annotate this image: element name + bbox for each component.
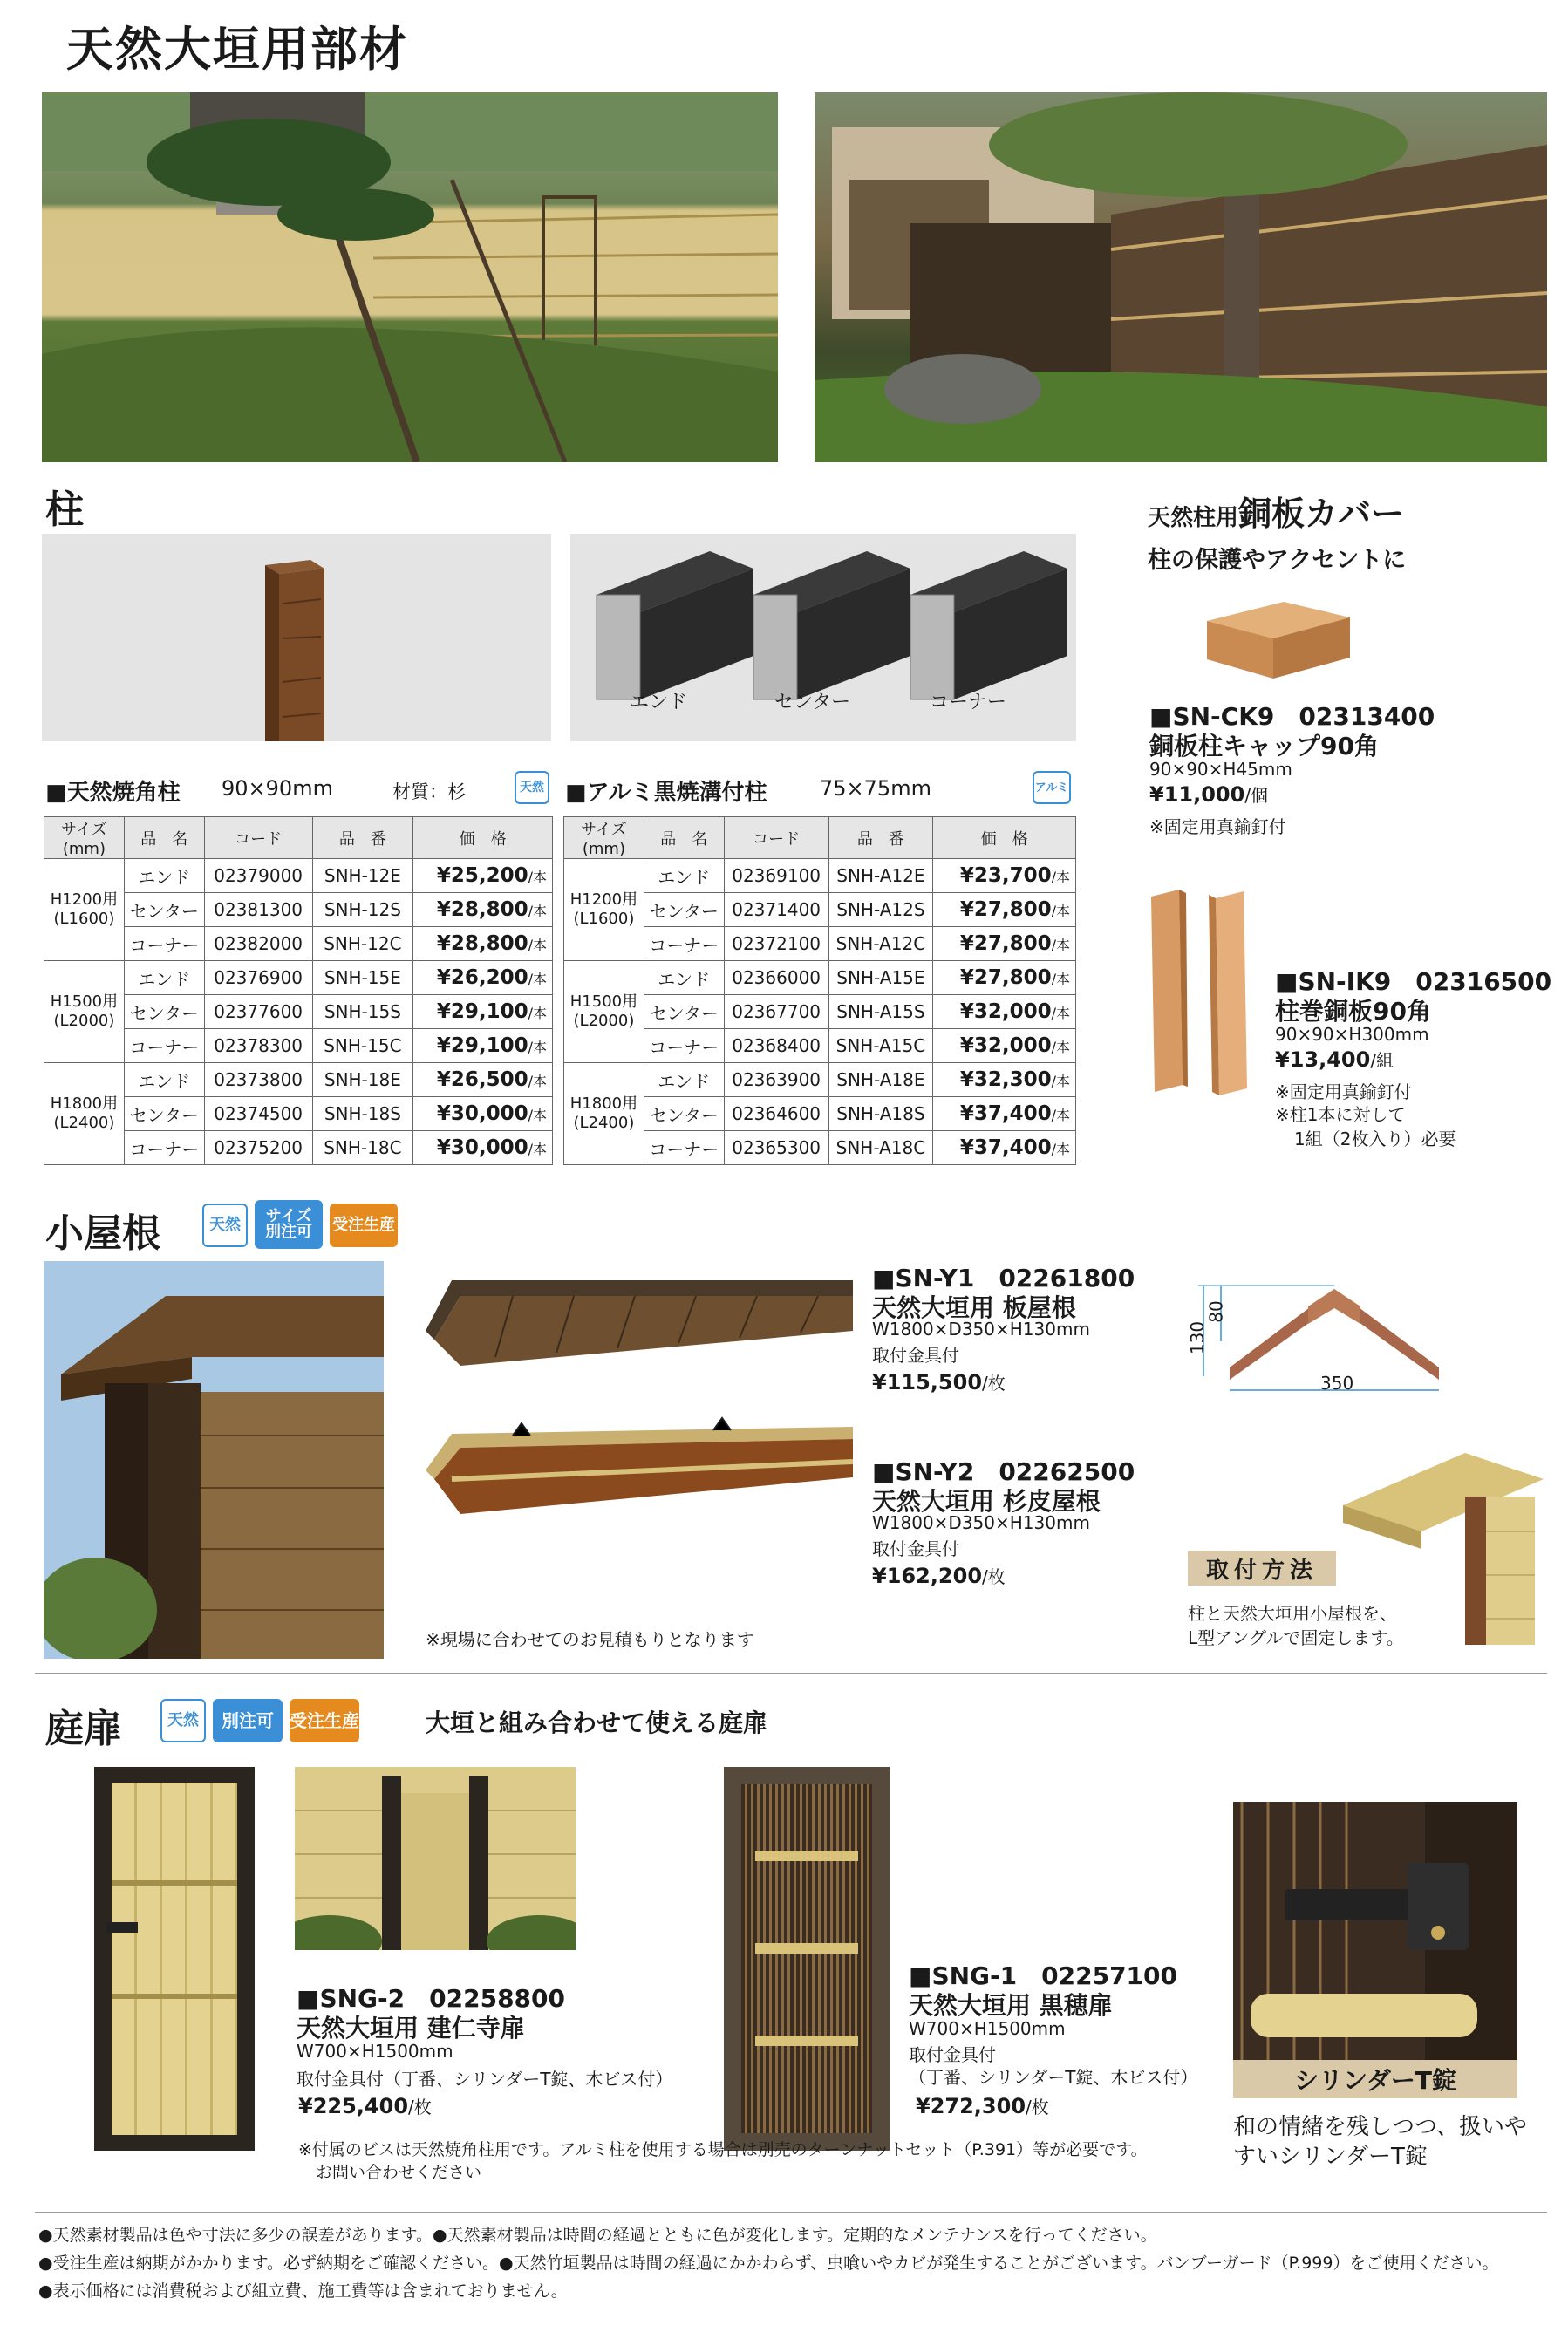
- screw-note-2: お問い合わせください: [316, 2163, 482, 2182]
- footer-note-2: ●受注生産は納期がかかります。必ず納期をご確認ください。●天然竹垣製品は時間の経過にかかわらず、虫喰いやカビが発生することがございます。バンブーガード（P.999）をご使用ください。: [38, 2254, 1499, 2273]
- part-cell: SNH-A12S: [828, 893, 933, 927]
- name-cell: コーナー: [644, 927, 724, 961]
- price-cell: ¥37,400/本: [933, 1131, 1076, 1165]
- code-cell: 02369100: [724, 859, 828, 893]
- sng2-code: ■SNG-2 02258800: [297, 1984, 566, 2013]
- page-title: 天然大垣用部材: [66, 22, 408, 77]
- part-cell: SNH-15S: [312, 995, 413, 1029]
- y2-price-line: [872, 1563, 1006, 1588]
- part-cell: SNH-A18E: [828, 1063, 933, 1097]
- code-cell: 02379000: [204, 859, 312, 893]
- sng1-fitting2: （丁番、シリンダーT錠、木ビス付）: [909, 2067, 1198, 2088]
- copper-cap-image: [1200, 583, 1357, 687]
- price-cell: ¥28,800/本: [413, 893, 553, 927]
- y1-spec: W1800×D350×H130mm: [872, 1319, 1090, 1340]
- ck9-price-line: [1149, 781, 1268, 807]
- price-cell: ¥32,000/本: [933, 995, 1076, 1029]
- name-cell: コーナー: [124, 1029, 204, 1063]
- cover-title-large: 銅板カバー: [1238, 494, 1405, 533]
- name-cell: センター: [644, 1097, 724, 1131]
- part-cell: SNH-18S: [312, 1097, 413, 1131]
- price-cell: ¥32,000/本: [933, 1029, 1076, 1063]
- divider: [35, 1673, 1547, 1674]
- sng2-price: ¥225,400: [298, 2094, 409, 2118]
- ik9-note2: ※柱1本に対して: [1275, 1104, 1406, 1125]
- table-header-cell: サイズ(mm): [44, 817, 125, 859]
- y1-name: 天然大垣用 板屋根: [872, 1293, 1076, 1322]
- y1-price-line: [872, 1369, 1006, 1395]
- table-header-cell: 品 番: [828, 817, 933, 859]
- size-cell: H1800用 (L2400): [44, 1063, 125, 1165]
- name-cell: センター: [124, 893, 204, 927]
- y1-code: ■SN-Y1 02261800: [872, 1264, 1135, 1292]
- table-header-cell: 品 名: [124, 817, 204, 859]
- size-cell: H1200用 (L1600): [564, 859, 644, 961]
- ck9-price: ¥11,000: [1149, 782, 1245, 807]
- ik9-unit: /組: [1370, 1050, 1394, 1071]
- alumi-size: 75×75mm: [820, 776, 931, 801]
- gate-lead: 大垣と組み合わせて使える庭扉: [426, 1708, 768, 1737]
- price-cell: ¥29,100/本: [413, 995, 553, 1029]
- table-header-cell: 品 名: [644, 817, 724, 859]
- part-cell: SNH-15E: [312, 961, 413, 995]
- name-cell: センター: [644, 995, 724, 1029]
- cover-title: [1148, 487, 1404, 535]
- cylinder-lock-label: シリンダーT錠: [1233, 2060, 1517, 2098]
- size-cell: H1500用 (L2000): [44, 961, 125, 1063]
- code-cell: 02371400: [724, 893, 828, 927]
- table-header-cell: サイズ(mm): [564, 817, 644, 859]
- sng1-price: ¥272,300: [916, 2094, 1026, 2118]
- part-cell: SNH-A18S: [828, 1097, 933, 1131]
- roof-dimension-diagram: [1177, 1270, 1491, 1409]
- sng1-name: 天然大垣用 黒穂扉: [909, 1991, 1113, 2020]
- cylinder-lock-photo: [1233, 1802, 1517, 2060]
- yakikaku-price-table: [44, 816, 553, 1165]
- label-end: エンド: [630, 692, 688, 713]
- part-cell: SNH-15C: [312, 1029, 413, 1063]
- y2-unit: /枚: [982, 1566, 1006, 1587]
- y2-fitting: 取付金具付: [872, 1538, 959, 1559]
- yakikaku-material: 材質：杉: [392, 781, 466, 802]
- roof-estimate-note: ※現場に合わせてのお見積もりとなります: [426, 1629, 754, 1650]
- screw-note-1: ※付属のビスは天然焼角柱用です。アルミ柱を使用する場合は別売のターンナットセット（P.391）等が必要です。: [298, 2140, 1148, 2159]
- badge-size-bespoke: [255, 1200, 323, 1249]
- label-corner: コーナー: [930, 692, 1007, 713]
- ck9-code: ■SN-CK9 02313400: [1149, 702, 1435, 731]
- code-cell: 02374500: [204, 1097, 312, 1131]
- badge-size-line1: サイズ: [265, 1207, 312, 1225]
- code-cell: 02382000: [204, 927, 312, 961]
- ck9-name: 銅板柱キャップ90角: [1149, 732, 1379, 760]
- sng2-fitting: 取付金具付（丁番、シリンダーT錠、木ビス付）: [297, 2069, 673, 2090]
- y1-unit: /枚: [982, 1373, 1006, 1394]
- name-cell: エンド: [124, 1063, 204, 1097]
- roof-gate-photo: [44, 1261, 384, 1659]
- gate-installed-photo: [295, 1767, 576, 1950]
- sng1-code: ■SNG-1 02257100: [909, 1961, 1178, 1990]
- dim-130: 130: [1187, 1320, 1209, 1355]
- ik9-price-line: [1275, 1047, 1394, 1072]
- section-title-hashira: 柱: [45, 488, 84, 532]
- bamboo-fence-garden-photo: [42, 92, 778, 462]
- copper-wrap-image: [1148, 886, 1261, 1095]
- badge-alumi: アルミ: [1033, 771, 1071, 804]
- price-cell: ¥37,400/本: [933, 1097, 1076, 1131]
- table-header-cell: 品 番: [312, 817, 413, 859]
- alumi-heading: ■アルミ黒焼溝付柱: [565, 780, 767, 806]
- sng1-fitting: 取付金具付: [909, 2044, 996, 2065]
- ik9-name: 柱巻銅板90角: [1275, 997, 1431, 1026]
- price-cell: ¥29,100/本: [413, 1029, 553, 1063]
- dim-350: 350: [1320, 1373, 1354, 1394]
- code-cell: 02367700: [724, 995, 828, 1029]
- code-cell: 02381300: [204, 893, 312, 927]
- part-cell: SNH-18C: [312, 1131, 413, 1165]
- mount-method-note2: L型アングルで固定します。: [1188, 1627, 1404, 1648]
- y1-fitting: 取付金具付: [872, 1345, 959, 1366]
- part-cell: SNH-12C: [312, 927, 413, 961]
- board-roof-image: [426, 1270, 862, 1366]
- brushwood-fence-garden-photo: [815, 92, 1547, 462]
- name-cell: エンド: [644, 1063, 724, 1097]
- dim-80: 80: [1205, 1300, 1227, 1323]
- table-row: [44, 859, 553, 893]
- name-cell: センター: [644, 893, 724, 927]
- y2-spec: W1800×D350×H130mm: [872, 1512, 1090, 1533]
- name-cell: エンド: [644, 859, 724, 893]
- divider: [35, 2212, 1547, 2213]
- kenninji-gate-image: [94, 1767, 255, 2151]
- price-cell: ¥26,200/本: [413, 961, 553, 995]
- name-cell: センター: [124, 995, 204, 1029]
- ik9-note1: ※固定用真鍮釘付: [1275, 1081, 1412, 1102]
- name-cell: センター: [124, 1097, 204, 1131]
- name-cell: コーナー: [644, 1029, 724, 1063]
- sng1-price-line: [916, 2093, 1049, 2118]
- sng2-price-line: [298, 2093, 432, 2118]
- cover-title-small: 天然柱用: [1148, 505, 1239, 531]
- part-cell: SNH-12E: [312, 859, 413, 893]
- name-cell: エンド: [124, 859, 204, 893]
- part-cell: SNH-12S: [312, 893, 413, 927]
- price-cell: ¥27,800/本: [933, 893, 1076, 927]
- code-cell: 02364600: [724, 1097, 828, 1131]
- table-row: [44, 961, 553, 995]
- name-cell: コーナー: [124, 1131, 204, 1165]
- price-cell: ¥27,800/本: [933, 927, 1076, 961]
- code-cell: 02363900: [724, 1063, 828, 1097]
- table-header-row: [564, 817, 1076, 859]
- code-cell: 02366000: [724, 961, 828, 995]
- ik9-spec: 90×90×H300mm: [1275, 1024, 1429, 1045]
- price-cell: ¥30,000/本: [413, 1097, 553, 1131]
- kuroho-gate-image: [724, 1767, 890, 2151]
- price-cell: ¥25,200/本: [413, 859, 553, 893]
- sng2-unit: /枚: [408, 2097, 432, 2118]
- table-header-row: [44, 817, 553, 859]
- table-row: [564, 961, 1076, 995]
- code-cell: 02376900: [204, 961, 312, 995]
- table-row: [44, 1063, 553, 1097]
- table-row: [564, 859, 1076, 893]
- table-header-cell: コード: [204, 817, 312, 859]
- price-cell: ¥27,800/本: [933, 961, 1076, 995]
- code-cell: 02368400: [724, 1029, 828, 1063]
- badge-order: 受注生産: [330, 1204, 398, 1247]
- ik9-code: ■SN-IK9 02316500: [1275, 967, 1552, 996]
- sng2-name: 天然大垣用 建仁寺扉: [297, 2014, 525, 2043]
- section-title-koyane: 小屋根: [45, 1211, 160, 1256]
- alumi-post-image: [570, 534, 1076, 741]
- ik9-note3: 1組（2枚入り）必要: [1294, 1129, 1456, 1149]
- mount-method-note1: 柱と天然大垣用小屋根を、: [1188, 1603, 1397, 1624]
- ck9-spec: 90×90×H45mm: [1149, 759, 1292, 780]
- part-cell: SNH-A12E: [828, 859, 933, 893]
- table-header-cell: 価 格: [413, 817, 553, 859]
- sng2-spec: W700×H1500mm: [297, 2041, 453, 2062]
- code-cell: 02372100: [724, 927, 828, 961]
- sng1-unit: /枚: [1026, 2097, 1049, 2118]
- badge-tennen: 天然: [160, 1699, 206, 1742]
- price-cell: ¥23,700/本: [933, 859, 1076, 893]
- part-cell: SNH-A15E: [828, 961, 933, 995]
- label-center: センター: [774, 692, 851, 713]
- badge-tennen: 天然: [202, 1204, 248, 1247]
- sng1-spec: W700×H1500mm: [909, 2018, 1066, 2039]
- code-cell: 02375200: [204, 1131, 312, 1165]
- y2-code: ■SN-Y2 02262500: [872, 1457, 1135, 1486]
- cedar-bark-roof-image: [426, 1409, 862, 1514]
- table-row: [564, 1063, 1076, 1097]
- alumi-price-table: [563, 816, 1076, 1165]
- part-cell: SNH-A15C: [828, 1029, 933, 1063]
- badge-order: 受注生産: [290, 1699, 359, 1742]
- yakikaku-post-image: [42, 534, 551, 741]
- part-cell: SNH-A15S: [828, 995, 933, 1029]
- section-title-niwatobira: 庭扉: [45, 1707, 122, 1751]
- price-cell: ¥32,300/本: [933, 1063, 1076, 1097]
- footer-note-1: ●天然素材製品は色や寸法に多少の誤差があります。●天然素材製品は時間の経過とともに色が変化します。定期的なメンテナンスを行ってください。: [38, 2226, 1157, 2245]
- badge-bespoke: 別注可: [213, 1699, 283, 1742]
- part-cell: SNH-A18C: [828, 1131, 933, 1165]
- y2-price: ¥162,200: [872, 1564, 983, 1588]
- lock-desc2: すいシリンダーT錠: [1233, 2144, 1428, 2170]
- footer-note-3: ●表示価格には消費税および組立費、施工費等は含まれておりません。: [38, 2281, 568, 2301]
- price-cell: ¥28,800/本: [413, 927, 553, 961]
- ik9-price: ¥13,400: [1275, 1047, 1371, 1072]
- y1-price: ¥115,500: [872, 1370, 983, 1395]
- table-header-cell: 価 格: [933, 817, 1076, 859]
- part-cell: SNH-A12C: [828, 927, 933, 961]
- y2-name: 天然大垣用 杉皮屋根: [872, 1487, 1101, 1516]
- price-cell: ¥30,000/本: [413, 1131, 553, 1165]
- code-cell: 02377600: [204, 995, 312, 1029]
- size-cell: H1200用 (L1600): [44, 859, 125, 961]
- yakikaku-size: 90×90mm: [222, 776, 333, 801]
- ck9-unit: /個: [1244, 785, 1269, 806]
- size-cell: H1800用 (L2400): [564, 1063, 644, 1165]
- code-cell: 02378300: [204, 1029, 312, 1063]
- cover-subtitle: 柱の保護やアクセントに: [1148, 547, 1407, 574]
- mount-method-label: 取付方法: [1188, 1551, 1336, 1586]
- size-cell: H1500用 (L2000): [564, 961, 644, 1063]
- badge-tennen: 天然: [515, 771, 549, 804]
- code-cell: 02373800: [204, 1063, 312, 1097]
- table-header-cell: コード: [724, 817, 828, 859]
- lock-desc1: 和の情緒を残しつつ、扱いや: [1233, 2114, 1527, 2140]
- badge-size-line2: 別注可: [265, 1223, 312, 1241]
- name-cell: エンド: [124, 961, 204, 995]
- name-cell: コーナー: [644, 1131, 724, 1165]
- yakikaku-heading: ■天然焼角柱: [45, 780, 181, 806]
- name-cell: エンド: [644, 961, 724, 995]
- code-cell: 02365300: [724, 1131, 828, 1165]
- name-cell: コーナー: [124, 927, 204, 961]
- price-cell: ¥26,500/本: [413, 1063, 553, 1097]
- part-cell: SNH-18E: [312, 1063, 413, 1097]
- ck9-note: ※固定用真鍮釘付: [1149, 816, 1286, 837]
